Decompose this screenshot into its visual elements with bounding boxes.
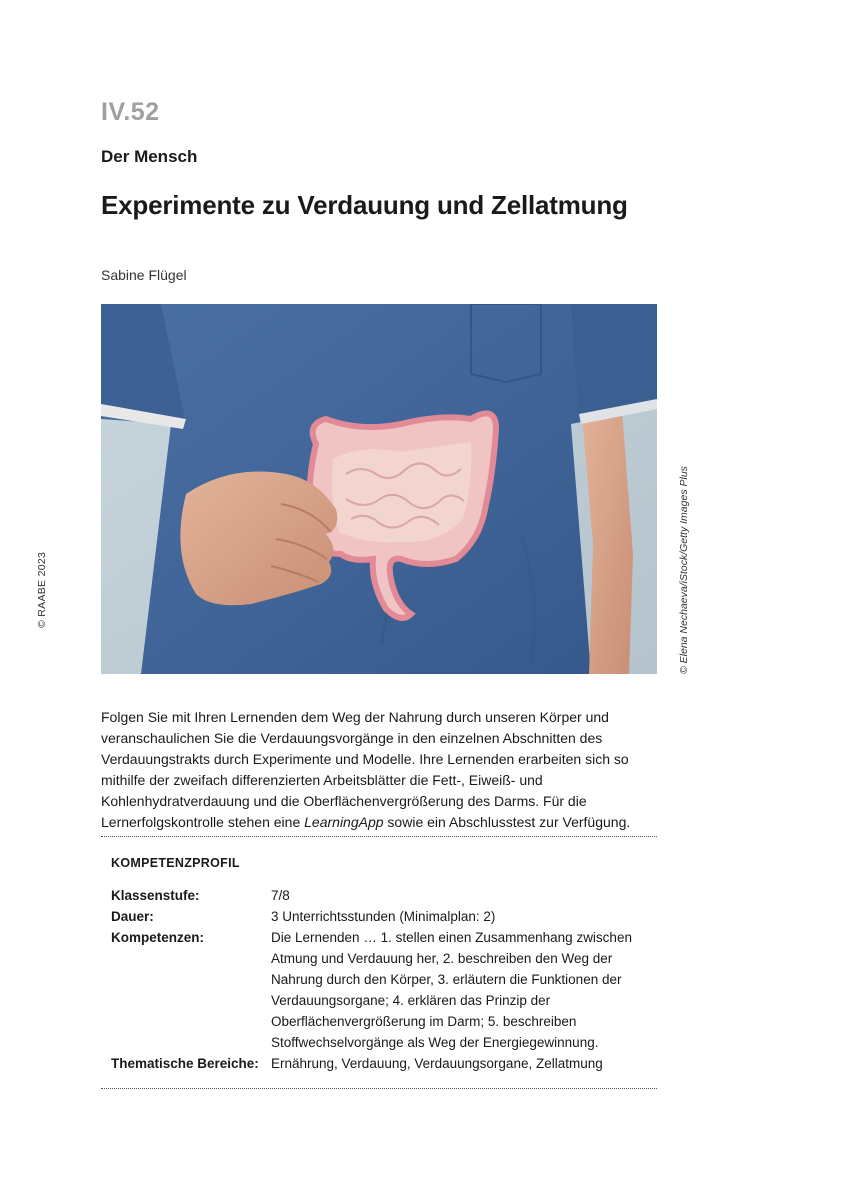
profile-value: 7/8 [271, 888, 290, 903]
profile-value: 3 Unterrichtsstunden (Minimalplan: 2) [271, 909, 496, 924]
page-title: Experimente zu Verdauung und Zellatmung [101, 190, 628, 220]
profile-label: Kompetenzen: [111, 930, 205, 945]
topic-heading: Der Mensch [101, 147, 198, 166]
intestine-photo-icon [101, 304, 657, 674]
intro-text-part1: Folgen Sie mit Ihren Lernenden dem Weg der Nahrung durch unseren Körper und veranschaulichen Sie die Verdauungsvorgänge in den einzelnen Abschnitten des Verdauungstrakts durch Experimente und Modelle. Ihre Lernenden erarbeiten sich so mithilfe der zweifach differenzierten Arbeitsblätter die Fett-, Eiweiß- und Kohlenhydratverdauung und die Oberflächenvergrößerung des Darms. Für die Lernerfolgskontrolle stehen eine [101, 709, 629, 830]
profile-label: Klassenstufe: [111, 888, 200, 903]
divider-top [101, 836, 657, 837]
intro-paragraph [101, 707, 661, 833]
copyright-notice: © RAABE 2023 [36, 551, 48, 628]
photo-credit: © Elena Nechaeva/iStock/Getty Images Plus [678, 466, 690, 674]
profile-label: Thematische Bereiche: [111, 1056, 259, 1071]
intro-emphasis: LearningApp [304, 814, 384, 830]
cover-photo [101, 304, 657, 674]
profile-label: Dauer: [111, 909, 154, 924]
author-name: Sabine Flügel [101, 267, 187, 283]
divider-bottom [101, 1088, 657, 1089]
intro-text-part2: sowie ein Abschlusstest zur Verfügung. [383, 814, 631, 830]
unit-code: IV.52 [101, 98, 160, 126]
profile-value: Ernährung, Verdauung, Verdauungsorgane, Zellatmung [271, 1056, 603, 1071]
kompetenzprofil-heading: KOMPETENZPROFIL [111, 856, 240, 870]
profile-value: Die Lernenden … 1. stellen einen Zusammenhang zwischen Atmung und Verdauung her, 2. beschreiben den Weg der Nahrung durch den Körper, 3. erläutern die Funktionen der Verdauungsorgane; 4. erklären das Prinzip der Oberflächenvergrößerung im Darm; 5. beschreiben Stoffwechselvorgänge als Weg der Energiegewinnung. [271, 930, 632, 1050]
